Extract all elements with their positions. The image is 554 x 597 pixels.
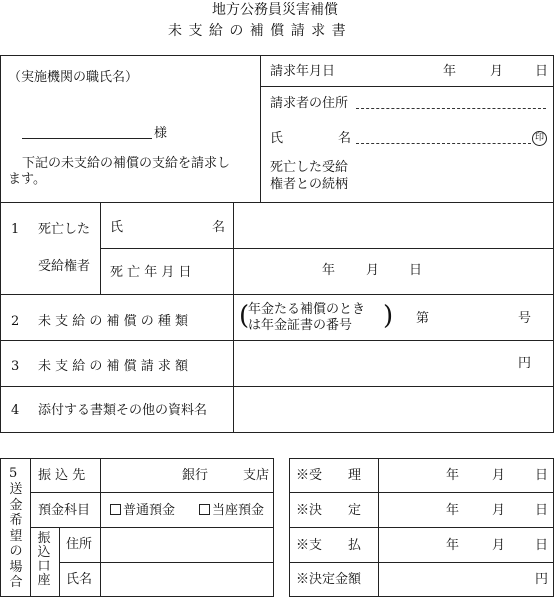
agency-label: （実施機関の職氏名） [8,70,139,85]
relation-label-line1: 死亡した受給 [270,160,349,175]
account-address-field[interactable] [104,531,269,559]
section2-label: 未 支 給 の 補 償 の 種 類 [38,314,189,329]
date-year-label: 年 [443,64,457,79]
section4-number: 4 [11,403,20,418]
attachments-field[interactable] [238,390,548,428]
section4-label: 添付する書類その他の資料名 [38,403,208,418]
account-address-label: 住所 [66,537,93,552]
ordinary-deposit-label: 普通預金 [123,503,176,518]
office-received-day: 日 [535,468,549,483]
death-month-label: 月 [366,263,380,278]
current-deposit-label: 当座預金 [212,503,265,518]
address-label: 請求者の住所 [270,96,349,111]
account-name-field[interactable] [104,566,269,593]
section3-number: 3 [11,359,20,374]
ordinary-deposit-checkbox[interactable] [110,504,121,515]
form-title: 未 支 給 の 補 償 請 求 書 [168,23,347,39]
section1-label-line1: 死亡した [38,222,91,237]
office-paid-day: 日 [535,538,549,553]
paren-left: ( [239,301,250,331]
office-decided-month: 月 [492,503,506,518]
requester-name-label-2: 名 [338,131,352,146]
account-name-label: 氏名 [66,572,93,587]
pension-note-line1: 年金たる補償のとき [248,302,366,317]
requester-name-label-1: 氏 [270,131,284,146]
pension-note-line2: は年金証書の番号 [248,318,353,333]
request-text-line2: ます。 [8,172,46,187]
office-received-month: 月 [492,468,506,483]
address-field[interactable] [356,108,546,109]
current-deposit-checkbox[interactable] [199,504,210,515]
deceased-name-label-1: 氏 [110,220,124,235]
ordinary-deposit-option[interactable] [110,503,175,518]
office-paid-month: 月 [492,538,506,553]
deceased-name-label-2: 名 [212,220,226,235]
seal-icon: 印 [532,131,547,146]
death-date-label: 死 亡 年 月 日 [110,265,192,280]
section1-label-line2: 受給権者 [38,259,91,274]
office-amount-label: ※決定金額 [296,572,362,587]
office-decided-day: 日 [535,503,549,518]
account-vertical-label: 振込口座 [37,531,51,588]
deceased-name-field[interactable] [238,206,548,244]
office-paid-year: 年 [446,538,460,553]
section3-label: 未 支 給 の 補 償 請 求 額 [38,359,189,374]
current-deposit-option[interactable] [199,503,264,518]
claim-amount-yen: 円 [518,356,532,371]
death-year-label: 年 [322,263,336,278]
office-paid-label: ※支 払 [296,538,362,553]
office-decided-label: ※決 定 [296,503,362,518]
requester-name-field[interactable] [356,143,531,144]
branch-label: 支店 [243,468,270,483]
date-month-label: 月 [490,64,504,79]
relation-field[interactable] [362,160,547,192]
certificate-dai-label: 第 [416,311,430,326]
relation-label-line2: 権者との続柄 [270,177,349,192]
office-amount-yen: 円 [535,572,549,587]
office-received-year: 年 [446,468,460,483]
date-day-label: 日 [535,64,549,79]
section2-number: 2 [11,314,20,329]
agency-name-line[interactable] [22,138,152,139]
sama-suffix: 様 [154,126,168,141]
request-text-line1: 下記の未支給の補償の支給を請求し [22,156,231,171]
section5-vertical-label: 送金希望の場合 [9,482,23,590]
office-received-label: ※受 理 [296,468,362,483]
deposit-type-label: 預金科目 [38,503,91,518]
transfer-label: 振 込 先 [38,468,86,483]
claim-amount-field[interactable] [238,344,508,382]
death-day-label: 日 [409,263,423,278]
certificate-go-label: 号 [518,311,532,326]
paren-right: ) [383,301,394,331]
date-label: 請求年月日 [270,64,336,79]
office-decided-year: 年 [446,503,460,518]
form-header-title: 地方公務員災害補償 [212,2,338,18]
section5-number: 5 [9,466,18,481]
section1-number: 1 [11,222,20,237]
bank-label: 銀行 [182,468,209,483]
